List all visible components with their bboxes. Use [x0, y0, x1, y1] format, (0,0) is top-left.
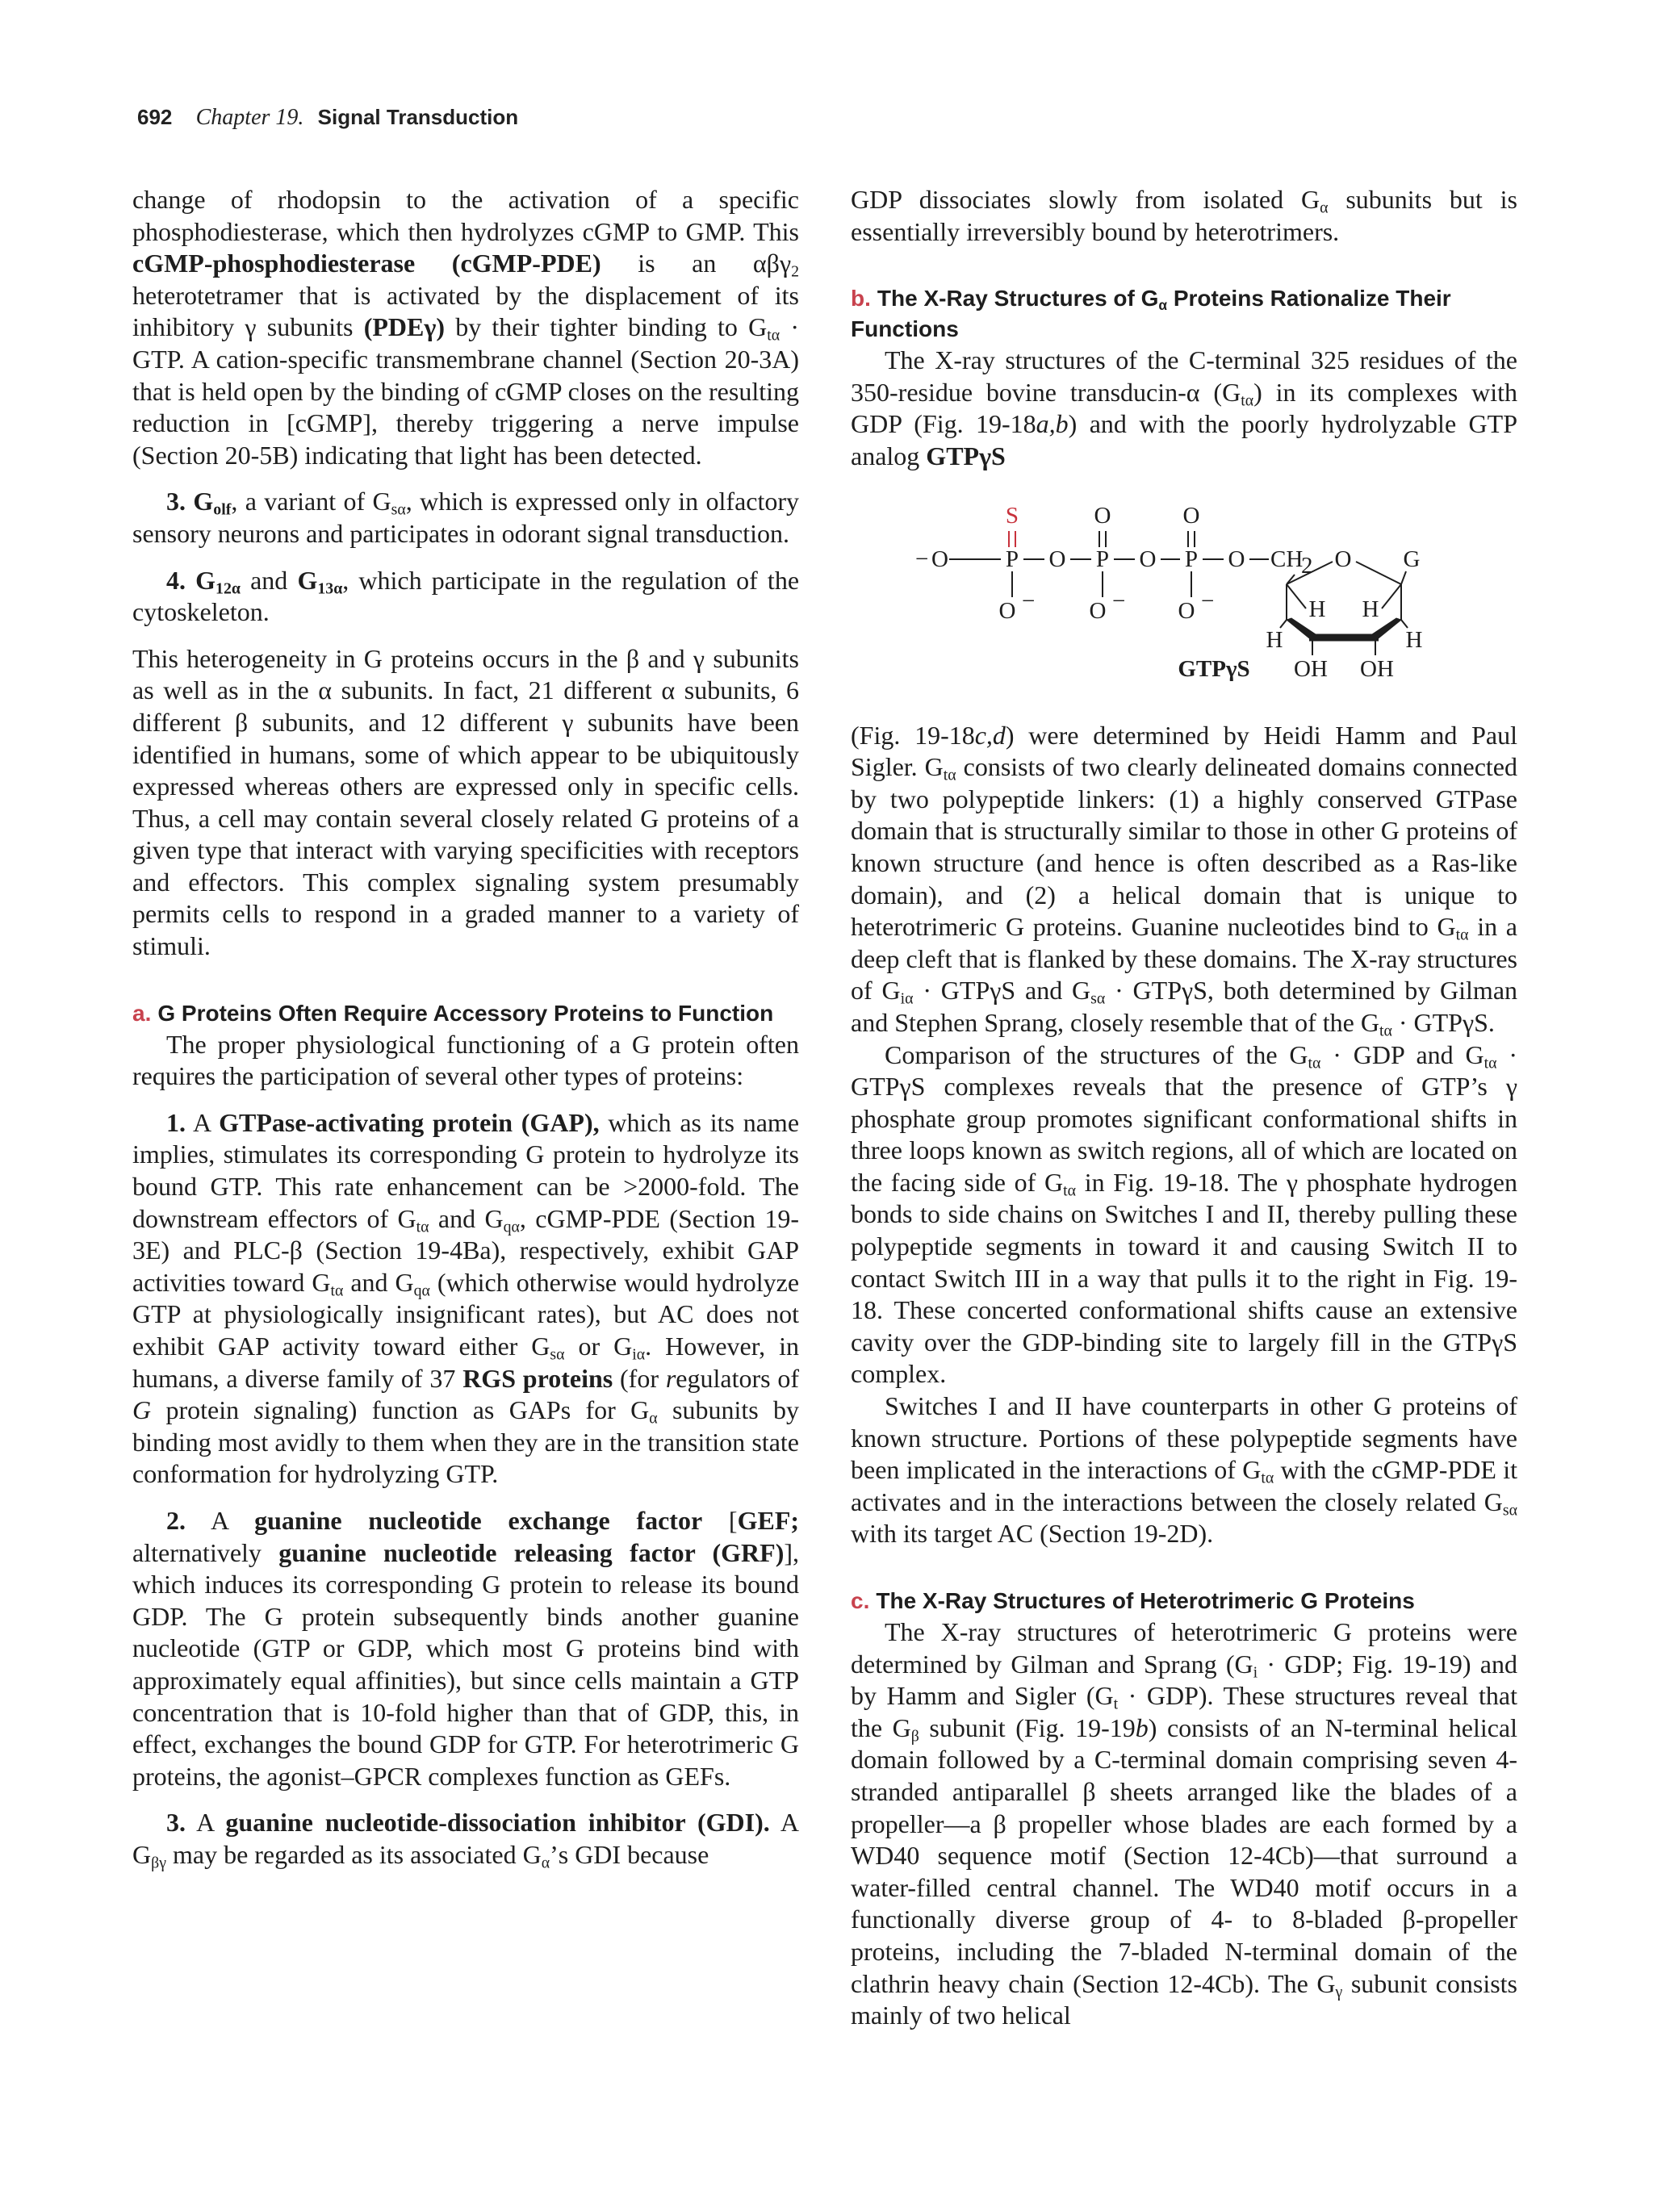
paragraph-comparison: Comparison of the structures of the $G_{t\alpha}$ · GDP and $G_{t\alpha} \cdot GTP\gamma S$ complexes reveals that the presence of GTP’s γ phosphate group promotes significant conformational shifts in three loops known as switch regions, all of which are located on the facing side of $G_{t\alpha}$ in Fig. 19-18. The γ phosphate hydrogen bonds to side chains on Switches I and II, thereby pulling these polypeptide segments in toward it and causing Switch II to contact Switch III in a way that pulls it to the right in Fig. 19-18. These concerted conformational shifts cause an extensive cavity over the GDP-binding site to largely fill in the GTPγS complex.: [851, 1039, 1518, 1389]
chain-minus: −: [915, 546, 929, 572]
ch2-subscript: 2: [1301, 552, 1313, 579]
section-heading-a: a. G Proteins Often Require Accessory Proteins to Function: [132, 1000, 774, 1026]
oxygen-minus-2: O: [1089, 597, 1107, 624]
list-item-g12-g13: 4. $G_{12\alpha}$ and $G_{13\alpha}$, which participate in the regulation of the cytoskeleton.: [132, 565, 800, 627]
ring-h-4: H: [1405, 626, 1423, 653]
section-heading-b: b. The X-Ray Structures of $G_\alpha$ Proteins Rationalize Their Functions: [851, 286, 1451, 342]
ring-h-1: H: [1308, 596, 1326, 622]
left-column: [132, 184, 799, 1871]
chain-p2: P: [1095, 546, 1110, 572]
charge-2: −: [1112, 587, 1126, 614]
list-item-gdi: 3. A guanine nucleotide-dissociation inhibitor (GDI). A $G_{\beta\gamma}$ may be regarded as its associated $G_\alpha’s$ GDI because: [132, 1808, 800, 1872]
chain-p1: P: [1005, 546, 1019, 572]
chain-o2: O: [1048, 546, 1066, 572]
sulfur-atom: S: [1005, 502, 1019, 529]
ring-oxygen: O: [1334, 546, 1352, 572]
paragraph-heterotrimeric: The X-ray structures of heterotrimeric G proteins were determined by Gilman and Sprang ($G_i$ · GDP; Fig. 19-19) and by Hamm and Sigler $(G_t \cdot GDP)$. These structures reveal that the $G_\beta$ subunit (Fig. 19-19b) consists of an N-terminal helical domain followed by a C-terminal domain comprising seven 4-stranded antiparallel β sheets arranged like the blades of a propeller—a β propeller whose blades are each formed by a WD40 sequence motif (Section 12-4Cb)—that surround a water-filled central channel. The WD40 motif occurs in a functionally diverse group of 4- to 8-bladed β-propeller proteins, including the 7-bladed N-terminal domain of the clathrin heavy chain (Section 12-4Cb). The $G_\gamma$ subunit consists mainly of two helical: [851, 1617, 1518, 2030]
running-header: [137, 105, 518, 131]
charge-3: −: [1201, 587, 1215, 614]
chain-o3: O: [1139, 546, 1157, 572]
structure-name: GTPγS: [1178, 655, 1250, 682]
hydroxyl-3: OH: [1360, 655, 1394, 682]
ring-h-3: H: [1266, 626, 1283, 653]
right-column: [851, 184, 1517, 2032]
guanine-base: G: [1403, 546, 1421, 572]
chain-o1: O: [931, 546, 948, 572]
chapter-label: Chapter 19.: [195, 105, 304, 130]
gtpgammas-structure: [907, 497, 1424, 691]
paragraph-heterogeneity: This heterogeneity in G proteins occurs in the β and γ subunits as well as in the α subunits. In fact, 21 different α subunits, 6 different β subunits, and 12 different γ subunits have been identified in humans, some of which appear to be ubiquitously expressed whereas others are expressed only in specific cells. Thus, a cell may contain several closely related G proteins of a given type that interact with varying specificities with receptors and effectors. This complex signaling system presumably permits cells to respond in a graded manner to a variety of stimuli.: [132, 643, 799, 961]
paragraph-gdp-dissociation: GDP dissociates slowly from isolated $G_\alpha$ subunits but is essentially irreversibly bound by heterotrimers.: [851, 185, 1518, 246]
paragraph-switches: Switches I and II have counterparts in other G proteins of known structure. Portions of these polypeptide segments have been implicated in the interactions of $G_{t\alpha}$ with the cGMP-PDE it activates and in the interactions between the closely related $G_{s\alpha}$ with its target AC (Section 19-2D).: [851, 1391, 1518, 1549]
oxygen-minus-1: O: [998, 597, 1016, 624]
chain-o4: O: [1228, 546, 1245, 572]
list-item-gap: 1. A GTPase-activating protein (GAP), which as its name implies, stimulates its corresponding G protein to hydrolyze its bound GTP. This rate enhancement can be >2000-fold. The downstream effectors of $G_{t\alpha}$ and $G_{q\alpha}$, cGMP-PDE (Section 19-3E) and PLC-β (Section 19-4Ba), respectively, exhibit GAP activities toward $G_{t\alpha}$ and $G_{q\alpha}$ (which otherwise would hydrolyze GTP at physiologically insignificant rates), but AC does not exhibit GAP activity toward either $G_{s\alpha}$ or $G_{i\alpha}$. However, in humans, a diverse family of 37 RGS proteins (for regulators of G protein signaling) function as GAPs for $G_\alpha$ subunits by binding most avidly to them when they are in the transition state conformation for hydrolyzing GTP.: [132, 1107, 800, 1489]
paragraph-gtalpha-domains: (Fig. 19-18c,d) were determined by Heidi Hamm and Paul Sigler. $G_{t\alpha}$ consists of two clearly delineated domains connected by two polypeptide linkers: (1) a highly conserved GTPase domain that is structurally similar to those in other G proteins of known structure (and hence is often described as a Ras-like domain), and (2) a helical domain that is unique to heterotrimeric G proteins. Guanine nucleotides bind to $G_{t\alpha}$ in a deep cleft that is flanked by these domains. The X-ray structures of $G_{i\alpha} \cdot GTP\gamma S$ and $G_{s\alpha} \cdot GTP\gamma S$, both determined by Gilman and Stephen Sprang, closely resemble that of the $G_{t\alpha} \cdot GTP\gamma S$.: [851, 720, 1518, 1040]
chapter-title: Signal Transduction: [317, 105, 519, 129]
oxygen-minus-3: O: [1178, 597, 1195, 624]
page-number: 692: [137, 105, 173, 129]
oxygen-atom-top-2: O: [1182, 502, 1200, 529]
oxygen-atom-top-1: O: [1094, 502, 1111, 529]
list-item-golf: 3. $G_{olf}$, a variant of $G_{s\alpha}$, which is expressed only in olfactory sensory neurons and participates in odorant signal transduction.: [132, 487, 800, 548]
chain-p3: P: [1184, 546, 1199, 572]
list-item-gef: 2. A guanine nucleotide exchange factor [GEF; alternatively guanine nucleotide releasing factor (GRF)], which induces its corresponding G protein to release its bound GDP. The G protein subsequently binds another guanine nucleotide (GTP or GDP, which most G proteins bind with approximately equal affinities), but since cells maintain a GTP concentration that is 10-fold higher than that of GDP, this, in effect, exchanges the bound GDP for GTP. For heterotrimeric G proteins, the agonist–GPCR complexes function as GEFs.: [132, 1505, 800, 1791]
chain-ch2: CH: [1270, 546, 1304, 572]
paragraph-accessory-intro: The proper physiological functioning of a G protein often requires the participation of several other types of proteins:: [132, 1029, 799, 1091]
charge-1: −: [1022, 587, 1036, 614]
ring-h-2: H: [1362, 596, 1379, 622]
hydroxyl-2: OH: [1294, 655, 1328, 682]
paragraph-xray-intro: The X-ray structures of the C-terminal 325 residues of the 350-residue bovine transducin-α $(G_{t\alpha})$ in its complexes with GDP (Fig. 19-18a,b) and with the poorly hydrolyzable GTP analog GTPγS: [851, 345, 1518, 470]
paragraph-rhodopsin: change of rhodopsin to the activation of a specific phosphodiesterase, which then hydrolyzes cGMP to GMP. This cGMP-phosphodiesterase (cGMP-PDE) is an αβγ$_2$ heterotetramer that is activated by the displacement of its inhibitory γ subunits (PDEγ) by their tighter binding to $G_{t\alpha}$ · GTP. A cation-specific transmembrane channel (Section 20-3A) that is held open by the binding of cGMP closes on the resulting reduction in [cGMP], thereby triggering a nerve impulse (Section 20-5B) indicating that light has been detected.: [132, 185, 800, 470]
section-heading-c: c. The X-Ray Structures of Heterotrimeric G Proteins: [851, 1588, 1415, 1613]
